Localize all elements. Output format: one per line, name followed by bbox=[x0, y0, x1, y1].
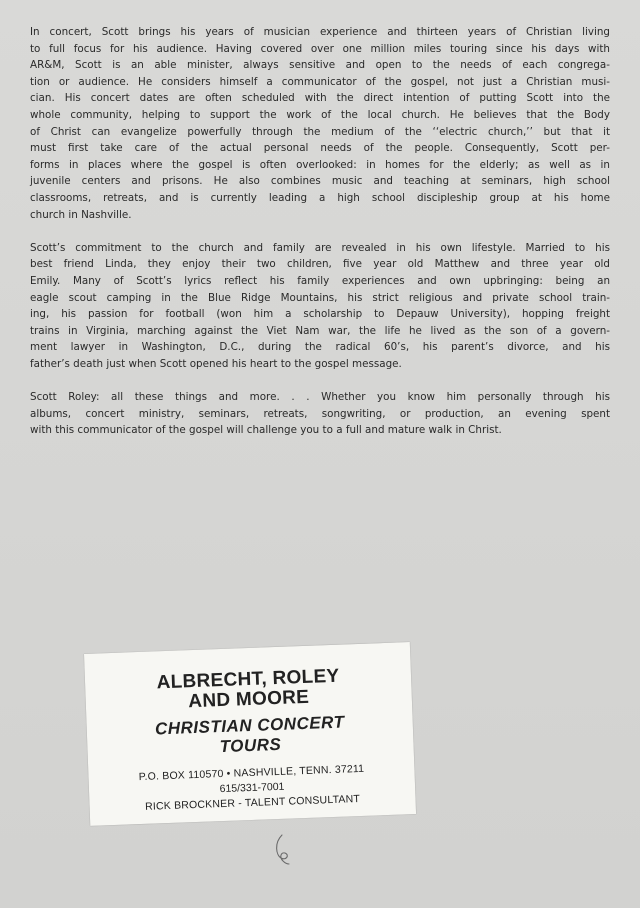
card-phone: 615/331-7001 bbox=[219, 780, 285, 796]
text-line: AR&M, Scott is an able minister, always sensitive and open to the needs of each congrega- bbox=[30, 59, 610, 72]
text-line: eagle scout camping in the Blue Ridge Mountains, his strict religious and private school train- bbox=[30, 291, 610, 304]
card-tagline-line-2: TOURS bbox=[219, 734, 282, 757]
text-line: ment lawyer in Washington, D.C., during the radical 60’s, his parent’s divorce, and his bbox=[30, 341, 610, 354]
text-line: to full focus for his audience. Having covered over one million miles touring since his days with bbox=[30, 42, 610, 55]
text-line: Emily. Many of Scott’s lyrics reflect his family experiences and own upbringing: being an bbox=[30, 274, 610, 287]
text-line: juvenile centers and prisons. He also combines music and teaching at seminars, high school bbox=[30, 175, 610, 188]
text-line: trains in Virginia, marching against the Viet Nam war, the life he lived as the son of a govern- bbox=[30, 324, 610, 337]
card-tagline-line-1: CHRISTIAN CONCERT bbox=[154, 712, 345, 739]
text-line: church in Nashville. bbox=[30, 208, 132, 221]
card-contact: RICK BROCKNER - TALENT CONSULTANT bbox=[144, 792, 361, 813]
business-card bbox=[84, 642, 416, 826]
card-address: P.O. BOX 110570 • NASHVILLE, TENN. 37211 bbox=[138, 762, 365, 784]
text-line: classrooms, retreats, and is currently leading a high school discipleship group at his home bbox=[30, 191, 610, 204]
text-line: Scott’s commitment to the church and family are revealed in his own lifestyle. Married to his bbox=[30, 241, 610, 254]
text-line: ing, his passion for football (won him a scholarship to Depauw University), hopping freight bbox=[30, 308, 610, 321]
text-line: Scott Roley: all these things and more. . . Whether you know him personally through his bbox=[30, 391, 610, 404]
bio-paragraph-1 bbox=[30, 24, 610, 223]
text-line: must first take care of the actual personal needs of the people. Consequently, Scott per- bbox=[30, 142, 610, 155]
text-line: whole community, helping to support the work of the local church. He believes that the Body bbox=[30, 108, 610, 121]
card-company-line-1: ALBRECHT, ROLEY bbox=[156, 665, 340, 694]
text-line: tion or audience. He considers himself a communicator of the gospel, not just a Christian musi- bbox=[30, 75, 610, 88]
text-line: In concert, Scott brings his years of musician experience and thirteen years of Christian living bbox=[30, 26, 610, 38]
text-line: of Christ can evangelize powerfully through the medium of the ‘‘electric church,’’ but that it bbox=[30, 125, 610, 138]
bio-text bbox=[30, 24, 610, 455]
text-line: best friend Linda, they enjoy their two children, five year old Matthew and three year old bbox=[30, 258, 610, 271]
pen-mark-icon bbox=[268, 833, 298, 867]
text-line: forms in places where the gospel is often overlooked: in homes for the elderly; as well as in bbox=[30, 158, 610, 171]
card-company-line-2: AND MOORE bbox=[187, 686, 310, 713]
text-line: with this communicator of the gospel will challenge you to a full and mature walk in Christ. bbox=[30, 424, 502, 437]
text-line: albums, concert ministry, seminars, retreats, songwriting, or production, an evening spent bbox=[30, 407, 610, 420]
text-line: cian. His concert dates are often scheduled with the direct intention of putting Scott into the bbox=[30, 92, 610, 105]
text-line: father’s death just when Scott opened his heart to the gospel message. bbox=[30, 357, 402, 370]
bio-paragraph-3 bbox=[30, 389, 610, 439]
card-company-name bbox=[85, 664, 412, 716]
bio-paragraph-2 bbox=[30, 240, 610, 373]
